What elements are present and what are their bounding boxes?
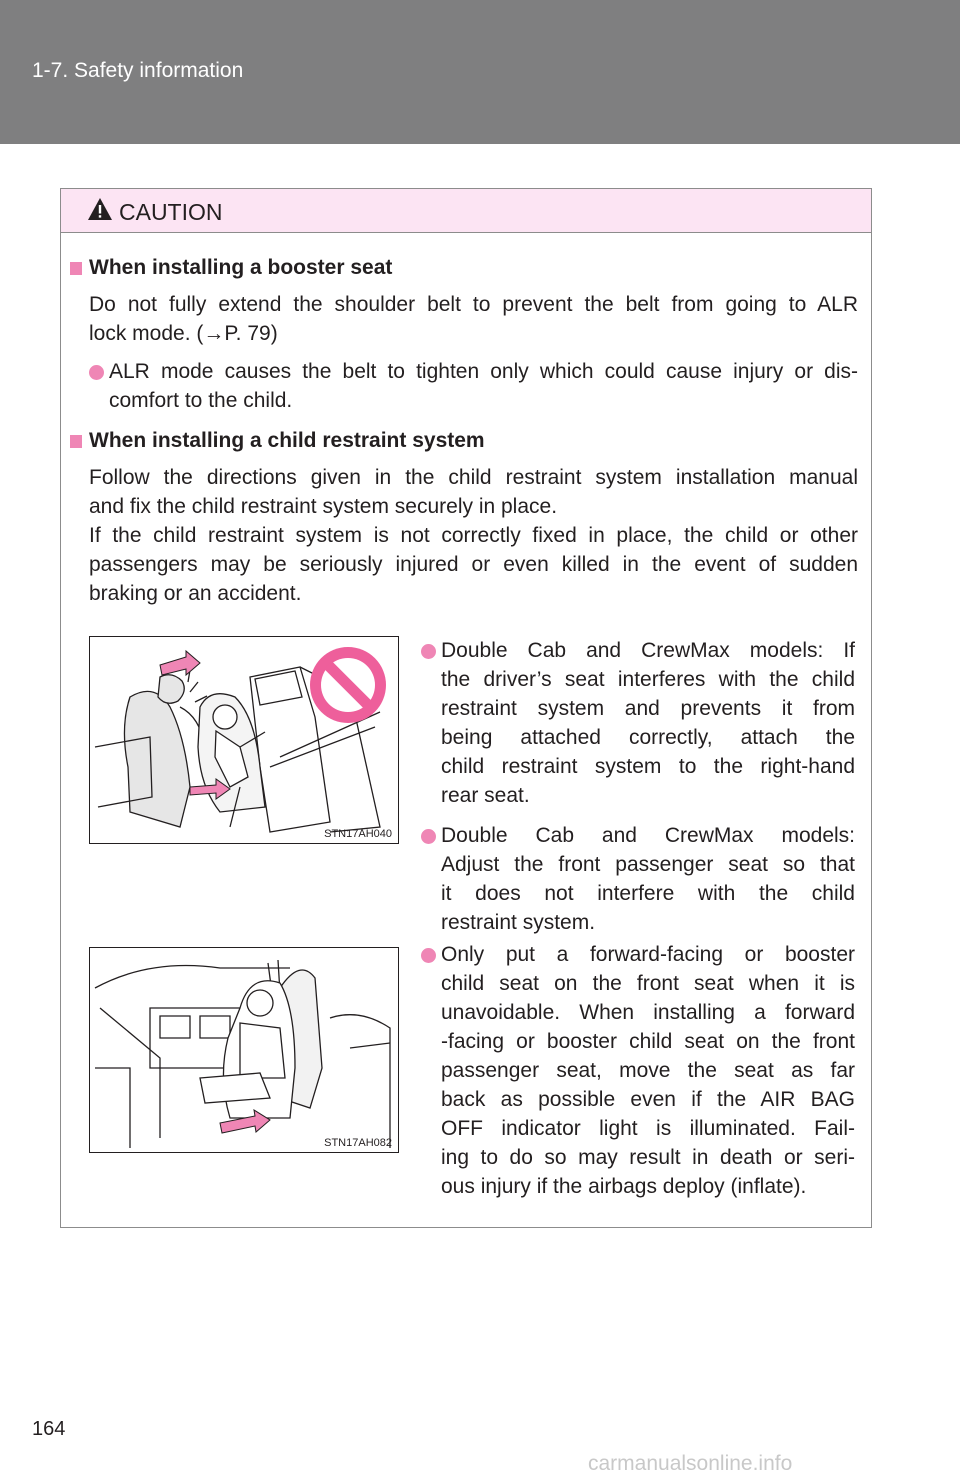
bullet-1-line: being attached correctly, attach the: [441, 726, 855, 749]
caution-label: CAUTION: [119, 199, 223, 225]
restraint-line: Follow the directions given in the child restraint system installation manual: [89, 466, 858, 489]
bullet-2-line: it does not interfere with the child: [441, 882, 855, 905]
bullet-3-line: OFF indicator light is illuminated. Fail-: [441, 1117, 855, 1140]
bullet-2-line: Double Cab and CrewMax models:: [441, 824, 855, 847]
bullet-dot-icon: [421, 644, 436, 659]
bullet-3-line: Only put a forward-facing or booster: [441, 943, 855, 966]
bullet-dot-icon: [89, 365, 104, 380]
warning-triangle-icon: [87, 197, 113, 221]
front-seat-booster-illustration: [90, 948, 398, 1152]
section-title: 1-7. Safety information: [32, 59, 244, 82]
section-square-icon: [70, 435, 82, 448]
figure-child-seat-interference: [89, 636, 399, 844]
caution-box: [60, 188, 872, 1228]
booster-heading: When installing a booster seat: [89, 256, 393, 279]
bullet-1-line: restraint system and prevents it from: [441, 697, 855, 720]
bullet-3-line: -facing or booster child seat on the front: [441, 1030, 855, 1053]
figure-code: STN17AH040: [324, 828, 392, 840]
caution-header: [61, 189, 871, 233]
bullet-dot-icon: [421, 829, 436, 844]
restraint-line: If the child restraint system is not correctly fixed in place, the child or other: [89, 524, 858, 547]
bullet-1-line: Double Cab and CrewMax models: If: [441, 639, 855, 662]
booster-line-1: Do not fully extend the shoulder belt to prevent the belt from going to ALR: [89, 293, 858, 316]
bullet-3-line: unavoidable. When installing a forward: [441, 1001, 855, 1024]
bullet-2-line: restraint system.: [441, 911, 596, 934]
restraint-line: braking or an accident.: [89, 582, 302, 605]
watermark: carmanualsonline.info: [588, 1452, 793, 1475]
bullet-3-line: ous injury if the airbags deploy (inflate).: [441, 1175, 807, 1198]
restraint-line: passengers may be seriously injured or even killed in the event of sudden: [89, 553, 858, 576]
restraint-heading: When installing a child restraint system: [89, 429, 485, 452]
booster-line-2: lock mode. (→P. 79): [89, 322, 278, 345]
figure-code: STN17AH082: [324, 1137, 392, 1149]
restraint-line: and fix the child restraint system securely in place.: [89, 495, 558, 518]
bullet-3-line: passenger seat, move the seat as far: [441, 1059, 855, 1082]
bullet-2-line: Adjust the front passenger seat so that: [441, 853, 855, 876]
bullet-dot-icon: [421, 948, 436, 963]
bullet-1-line: rear seat.: [441, 784, 530, 807]
figure-front-seat-booster: [89, 947, 399, 1153]
booster-bullet-line-2: comfort to the child.: [109, 389, 293, 412]
page-header-band: [0, 0, 960, 144]
page-number: 164: [32, 1418, 66, 1440]
section-square-icon: [70, 262, 82, 275]
child-seat-interference-illustration: [90, 637, 398, 843]
bullet-3-line: back as possible even if the AIR BAG: [441, 1088, 855, 1111]
booster-bullet-line-1: ALR mode causes the belt to tighten only which could cause injury or dis-: [109, 360, 858, 383]
bullet-1-line: the driver’s seat interferes with the child: [441, 668, 855, 691]
bullet-3-line: child seat on the front seat when it is: [441, 972, 855, 995]
bullet-1-line: child restraint system to the right-hand: [441, 755, 855, 778]
bullet-3-line: ing to do so may result in death or seri-: [441, 1146, 855, 1169]
